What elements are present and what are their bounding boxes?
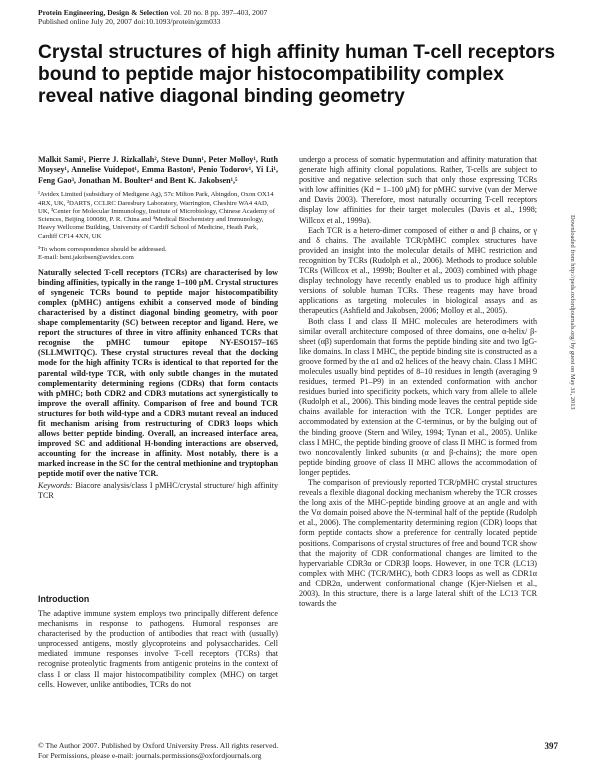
- journal-header: [38, 8, 267, 26]
- paragraph: Each TCR is a hetero-dimer composed of either α and β chains, or γ and δ chains. The available TCR/pMHC complex structures have provided an insight into the molecular details of MHC restriction and recognition by TCRs (Rudolph et al., 2006). Methods to produce soluble TCRs (Willcox et al., 1999b; Boulter et al., 2003) combined with phage display technology have recently enabled us to produce high affinity versions of soluble human TCRs. These reagents may have broad applications as targeting molecules in biological assays and as therapeutics (Ashfield and Jakobsen, 2006; Molloy et al., 2005).: [299, 225, 537, 316]
- paragraph: Both class I and class II MHC molecules are heterodimers with similar overall architecture composed of three domains, one α-helix/ β-sheet (αβ) superdomain that forms the peptide binding site and two IgG-like domains. In class I MHC, the peptide binding site is constructed as a groove formed by the α1 and α2 helices of the heavy chain. Class I MHC molecules usually bind peptides of 8–10 residues in length (averaging 9 residues, termed P1–P9) in an extended conformation with anchor residues buried into specificity pockets, which vary from allele to allele (Rudolph et al., 2006). This binding mode leaves the central peptide side chains available for interaction with the TCR. Longer peptides are accommodated by extension at the C-terminus, or by the bulging out of the binding groove (Stern and Wiley, 1994; Tynan et al., 2005). Unlike class I MHC, the peptide binding groove of class II MHC is formed from two noncovalently linked subunits (α and β-chains); the more open peptide binding groove of class II MHC allows the accommodation of longer peptides.: [299, 316, 537, 477]
- keywords-text: Biacore analysis/class I pMHC/crystal structure/ high affinity TCR: [38, 480, 278, 500]
- journal-name: Protein Engineering, Design & Selection: [38, 8, 169, 17]
- correspondence-email: E-mail: bent.jakobsen@avidex.com: [38, 254, 134, 262]
- correspondence-note: ⁵To whom correspondence should be addressed.: [38, 246, 167, 253]
- page-footer: [38, 741, 558, 761]
- introduction-text: The adaptive immune system employs two principally different defence mechanisms in response to pathogens. Humoral responses are characterised by the production of antibodies that react with (usually) unprocessed antigens, mostly glycoproteins and polysaccharides. Cell mediated immune responses involve T-cell receptors (TCRs) that recognise proteolytic fragments from antigenic proteins in the context of class I or class II major histocompatibility complex (MHC) on target cells. However, unlike antibodies, TCRs do not: [38, 609, 278, 689]
- right-column: [299, 155, 537, 609]
- article-title: Crystal structures of high affinity human T-cell receptors bound to peptide major histocompatibility complex reveal native diagonal binding geometry: [38, 42, 556, 107]
- author-list: Malkit Sami¹, Pierre J. Rizkallah², Steve Dunn¹, Peter Molloy¹, Ruth Moysey¹, Annelise Vuidepot¹, Emma Baston¹, Penio Todorov¹, Yi Li¹, Feng Gao³, Jonathan M. Boulter⁴ and Bent K. Jakobsen¹,⁵: [38, 155, 278, 185]
- permissions-line: For Permissions, please e-mail: journals.permissions@oxfordjournals.org: [38, 751, 262, 760]
- keywords: [38, 481, 278, 501]
- paragraph: undergo a process of somatic hypermutation and affinity maturation that generate high affinity clonal populations. Rather, T-cells are subject to positive and negative selection such that only those expressing TCRs with low affinities (Kd = 1–100 μM) for pMHC survive (van der Merwe and Davis 2003). Therefore, most naturally occurring T-cell receptors display low affinities for their target molecules (Davis et al., 1998; Willcox et al., 1999a).: [299, 155, 537, 225]
- correspondence: [38, 246, 278, 263]
- copyright-line: © The Author 2007. Published by Oxford University Press. All rights reserved.: [38, 741, 279, 750]
- left-column: [38, 155, 278, 501]
- page-number: 397: [544, 741, 558, 751]
- published-line: Published online July 20, 2007 doi:10.1093/protein/gzm033: [38, 17, 221, 26]
- journal-issue: vol. 20 no. 8 pp. 397–403, 2007: [168, 8, 268, 17]
- abstract: Naturally selected T-cell receptors (TCRs) are characterised by low binding affinities, typically in the range 1–100 μM. Crystal structures of syngeneic TCRs bound to peptide major histocompatibility complex (pMHC) antigens exhibit a conserved mode of binding characterised by a distinct diagonal binding geometry, with poor shape complementarity (SC) between receptor and ligand. Here, we report the structures of three in vitro affinity enhanced TCRs that recognise the pMHC tumour epitope NY-ESO157–165 (SLLMWITQC). These crystal structures reveal that the docking mode for the high affinity TCRs is identical to that reported for the parental wild-type TCR, with only subtle changes in the mutated complementarity determining regions (CDRs) that form contacts with pMHC; both CDR2 and CDR3 mutations act synergistically to improve the overall affinity. Comparison of free and bound TCR structures for both wild-type and a CDR3 mutant reveal an induced fit mechanism arising from restructuring of CDR3 loops which allows better peptide binding. Overall, an increased interface area, improved SC and additional H-bonding interactions are observed, accounting for the increase in affinity. Most notably, there is a marked increase in the SC for the central methionine and tryptophan peptide motif over the native TCR.: [38, 267, 278, 479]
- affiliations: ¹Avidex Limited (subsidiary of Medigene Ag), 57c Milton Park, Abingdon, Oxon OX14 4RX, UK, ²DARTS, CCLRC Daresbury Laboratory, Warrington, Cheshire WA4 4AD, UK, ³Center for Molecular Immunology, Institute of Microbiology, Chinese Academy of Sciences, Beijing 100080, P. R. China and ⁴Medical Biochemistry and Immunology, Heavy Wellcome Building, University of Cardiff School of Medicine, Heath Park, Cardiff CF14 4XN, UK: [38, 191, 275, 240]
- keywords-label: Keywords:: [38, 480, 73, 490]
- download-notice: Downloaded from http://peds.oxfordjournals.org/ by guest on May 31, 2013: [569, 215, 576, 410]
- paragraph: The comparison of previously reported TCR/pMHC crystal structures reveals a flexible diagonal docking mechanism whereby the TCR crosses the long axis of the MHC-peptide binding groove at an angle and with the Vα domain poised above the N-terminal half of the peptide (Rudolph et al., 2006). The complementarity determining region (CDR) loops that form peptide contacts show a preference for centrally located peptide positions. Comparisons of crystal structures of free and bound TCR show that the majority of CDR conformational changes are limited to the hypervariable CDR3α or CDR3β loops. However, in one TCR (LC13) complex with MHC (TCR/MHC), both CDR3 loops as well as CDR1α and CDR2α, underwent conformational change (Kjer-Nielsen et al., 2003). In this structure, there is a large lateral shift of the LC13 TCR towards the: [299, 478, 537, 609]
- download-sidebar: [566, 215, 578, 615]
- introduction-heading: Introduction: [38, 594, 90, 604]
